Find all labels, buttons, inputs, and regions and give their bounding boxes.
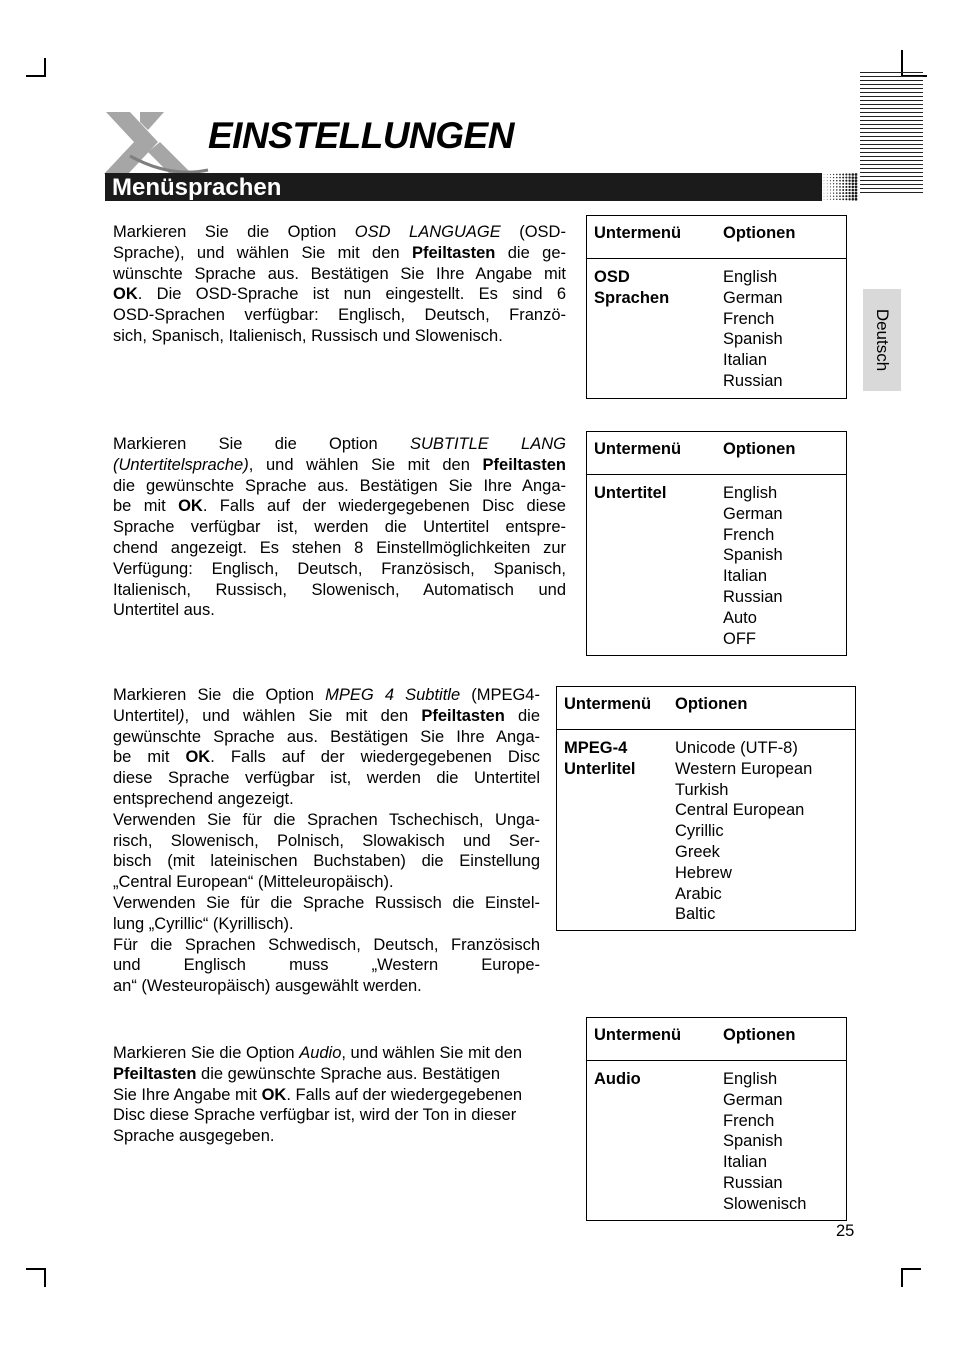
row-label bbox=[594, 267, 669, 309]
text-run: Sprache), und wählen Sie mit den bbox=[113, 243, 412, 262]
halftone-pattern-icon bbox=[822, 173, 858, 201]
subtitle-options-table bbox=[586, 431, 847, 656]
table-header bbox=[587, 1018, 846, 1061]
text-run: , und wählen Sie mit den bbox=[248, 455, 483, 474]
column-header-options: Optionen bbox=[723, 1026, 796, 1044]
option-item: Slowenisch bbox=[723, 1194, 807, 1213]
option-item: German bbox=[723, 288, 783, 307]
text-run: lung „Cyrillic“ (Kyrillisch). bbox=[113, 914, 294, 933]
text-run: wünschte Sprache aus. Bestätigen Sie Ihre Angabe mit bbox=[113, 264, 566, 283]
row-label-line: Unterlitel bbox=[564, 759, 636, 778]
text-run: entsprechend angezeigt. bbox=[113, 789, 294, 808]
text-line bbox=[113, 1105, 568, 1126]
text-run: Markieren Sie die Option bbox=[113, 223, 355, 241]
column-header-options: Optionen bbox=[675, 695, 748, 713]
text-run: Verwenden Sie für die Sprache Russisch die Einstel- bbox=[113, 893, 540, 912]
audio-options-table bbox=[586, 1017, 847, 1221]
text-line bbox=[113, 1043, 568, 1064]
text-run: chend angezeigt. Es stehen 8 Einstellmöglichkeiten zur bbox=[113, 538, 566, 557]
option-item: Hebrew bbox=[675, 863, 732, 882]
crop-mark-bottom-left bbox=[44, 1268, 46, 1287]
side-tab-label: Deutsch bbox=[873, 308, 892, 372]
text-line bbox=[113, 538, 566, 559]
option-list bbox=[723, 483, 783, 649]
section-header bbox=[105, 173, 858, 201]
option-item: Arabic bbox=[675, 884, 722, 903]
page-number: 25 bbox=[836, 1222, 855, 1240]
text-run: (Untertitelsprache) bbox=[113, 455, 249, 474]
text-run: Markieren Sie die Option bbox=[113, 1044, 300, 1062]
text-line bbox=[113, 284, 566, 305]
text-run: be mit bbox=[113, 748, 186, 767]
text-line bbox=[113, 768, 540, 789]
text-run: be mit bbox=[113, 497, 179, 516]
text-line bbox=[113, 893, 540, 914]
mpeg4-options-table bbox=[556, 686, 856, 931]
option-item: French bbox=[723, 525, 775, 544]
text-line bbox=[113, 517, 566, 538]
text-run: und Englisch muss „Western Europe- bbox=[113, 956, 540, 975]
text-run: . Die OSD-Sprache ist nun eingestellt. Es sind 6 bbox=[137, 285, 566, 304]
text-run: die bbox=[504, 706, 541, 725]
text-line bbox=[113, 1085, 568, 1106]
row-label-line: OSD bbox=[594, 268, 630, 286]
column-header-submenu: Untermenü bbox=[564, 695, 652, 713]
text-line bbox=[113, 685, 540, 706]
text-line bbox=[113, 706, 540, 727]
text-run: „Central European“ (Mitteleuropäisch). bbox=[113, 873, 394, 892]
text-line bbox=[113, 243, 566, 264]
audio-language-description bbox=[113, 1043, 568, 1147]
option-item: Cyrillic bbox=[675, 822, 724, 841]
text-run: Italienisch, Russisch, Slowenisch, Automatisch und bbox=[113, 580, 566, 599]
option-item: Central European bbox=[675, 801, 805, 820]
osd-options-table bbox=[586, 215, 847, 399]
column-header-submenu: Untermenü bbox=[594, 1026, 682, 1044]
text-run: Für die Sprachen Schwedisch, Deutsch, Französisch bbox=[113, 935, 540, 954]
option-item: Turkish bbox=[675, 780, 729, 799]
text-line bbox=[113, 831, 540, 852]
text-run: OSD LANGUAGE bbox=[354, 223, 501, 241]
text-line bbox=[113, 264, 566, 285]
text-line bbox=[113, 810, 540, 831]
text-line bbox=[113, 476, 566, 497]
text-run: Verwenden Sie für die Sprachen Tschechisch, Unga- bbox=[113, 810, 540, 829]
option-item: Russian bbox=[723, 371, 783, 390]
text-run: Markieren Sie die Option bbox=[113, 435, 410, 453]
text-line bbox=[113, 851, 540, 872]
option-list bbox=[723, 1069, 806, 1215]
crop-mark-bottom-left bbox=[26, 1268, 46, 1270]
text-run: Untertitel bbox=[113, 706, 180, 725]
option-item: Spanish bbox=[723, 330, 783, 349]
text-run: OK bbox=[178, 497, 203, 516]
text-line bbox=[113, 976, 540, 997]
text-run: bisch (mit lateinischen Buchstaben) die Einstellung bbox=[113, 852, 540, 871]
column-header-submenu: Untermenü bbox=[594, 224, 682, 242]
language-side-tab bbox=[863, 289, 901, 391]
text-line bbox=[113, 914, 540, 935]
option-list bbox=[723, 267, 783, 392]
text-run: Pfeiltasten bbox=[421, 706, 505, 725]
option-item: English bbox=[723, 484, 778, 502]
option-item: Spanish bbox=[723, 546, 783, 565]
option-item: Italian bbox=[723, 351, 768, 370]
text-run: sich, Spanisch, Italienisch, Russisch und Slowenisch. bbox=[113, 326, 503, 345]
text-run: , und wählen Sie mit den bbox=[184, 706, 422, 725]
crop-mark-bottom-right bbox=[901, 1268, 921, 1270]
text-line bbox=[113, 600, 566, 621]
text-line bbox=[113, 305, 566, 326]
row-label bbox=[594, 1069, 641, 1090]
text-run: an“ (Westeuropäisch) ausgewählt werden. bbox=[113, 977, 422, 996]
text-line bbox=[113, 789, 540, 810]
text-run: die ge- bbox=[495, 243, 566, 262]
text-run: diese Sprache verfügbar ist, werden die Untertitel bbox=[113, 769, 540, 788]
stripe-decoration bbox=[860, 72, 923, 196]
column-header-options: Optionen bbox=[723, 224, 796, 242]
text-line bbox=[113, 326, 566, 347]
text-run: . Falls auf der wiedergegebenen Disc diese bbox=[202, 497, 566, 516]
text-run: Pfeiltasten bbox=[411, 243, 496, 262]
table-header bbox=[557, 687, 855, 730]
page-title: EINSTELLUNGEN bbox=[208, 115, 514, 156]
text-run: OK bbox=[113, 285, 138, 304]
text-run: Pfeiltasten bbox=[482, 455, 566, 474]
option-item: English bbox=[723, 268, 778, 286]
option-item: Italian bbox=[723, 567, 768, 586]
option-item: German bbox=[723, 504, 783, 523]
column-header-options: Optionen bbox=[723, 440, 796, 458]
text-run: (OSD- bbox=[500, 223, 566, 241]
row-label-line: Untertitel bbox=[594, 484, 667, 502]
text-line bbox=[113, 872, 540, 893]
option-item: German bbox=[723, 1090, 783, 1109]
text-run: . Falls auf der wiedergegebenen Disc bbox=[210, 748, 540, 767]
text-line bbox=[113, 747, 540, 768]
row-label-line: Sprachen bbox=[594, 288, 670, 307]
text-run: Audio bbox=[299, 1044, 342, 1062]
crop-mark-top-left bbox=[26, 75, 46, 77]
option-item: English bbox=[723, 1070, 778, 1088]
option-item: Western European bbox=[675, 759, 813, 778]
row-label bbox=[564, 738, 636, 780]
text-run: OK bbox=[185, 748, 211, 767]
text-run: Sie Ihre Angabe mit bbox=[113, 1085, 262, 1104]
text-run: die gewünschte Sprache aus. Bestätigen bbox=[196, 1064, 501, 1083]
text-run: risch, Slowenisch, Polnisch, Slowakisch und Ser- bbox=[113, 831, 540, 850]
text-run: die gewünschte Sprache aus. Bestätigen Sie Ihre Anga- bbox=[113, 476, 566, 495]
option-item: Auto bbox=[723, 608, 757, 627]
text-line bbox=[113, 955, 540, 976]
option-item: Russian bbox=[723, 587, 783, 606]
text-run: Untertitel aus. bbox=[113, 601, 215, 620]
text-line bbox=[113, 580, 566, 601]
crop-mark-bottom-right bbox=[901, 1268, 903, 1287]
text-run: SUBTITLE LANG bbox=[409, 435, 566, 453]
text-line bbox=[113, 455, 566, 476]
text-run: MPEG 4 Subtitle bbox=[325, 686, 461, 704]
text-run: , und wählen Sie mit den bbox=[341, 1044, 523, 1062]
section-title: Menüsprachen bbox=[112, 174, 282, 201]
table-header bbox=[587, 216, 846, 259]
text-line bbox=[113, 727, 540, 748]
option-item: Baltic bbox=[675, 905, 716, 924]
text-run: Markieren Sie die Option bbox=[113, 686, 326, 704]
table-header bbox=[587, 432, 846, 475]
text-line bbox=[113, 496, 566, 517]
option-item: Greek bbox=[675, 842, 720, 861]
text-run: ) bbox=[179, 706, 185, 725]
text-line bbox=[113, 935, 540, 956]
text-line bbox=[113, 1064, 568, 1085]
column-header-submenu: Untermenü bbox=[594, 440, 682, 458]
option-item: French bbox=[723, 309, 775, 328]
option-item: French bbox=[723, 1111, 775, 1130]
text-run: Sprache verfügbar ist, werden die Untertitel entspre- bbox=[113, 518, 566, 537]
brand-x-logo-icon bbox=[100, 108, 210, 178]
text-line bbox=[113, 434, 566, 455]
text-run: OK bbox=[261, 1085, 287, 1104]
row-label-line: MPEG-4 bbox=[564, 739, 628, 757]
text-run: gewünschte Sprache aus. Bestätigen Sie Ihre Anga- bbox=[113, 727, 540, 746]
option-item: OFF bbox=[723, 629, 756, 648]
text-run: Sprache ausgegeben. bbox=[113, 1127, 275, 1146]
text-line bbox=[113, 559, 566, 580]
subtitle-language-description bbox=[113, 434, 566, 621]
row-label-line: Audio bbox=[594, 1070, 641, 1088]
option-item: Russian bbox=[723, 1173, 783, 1192]
text-run: Verfügung: Englisch, Deutsch, Französisch, Spanisch, bbox=[113, 559, 566, 578]
text-run: (MPEG4- bbox=[460, 686, 540, 704]
row-label bbox=[594, 483, 666, 504]
option-item: Unicode (UTF-8) bbox=[675, 739, 798, 757]
mpeg4-subtitle-description bbox=[113, 685, 540, 997]
text-run: Pfeiltasten bbox=[113, 1064, 197, 1083]
osd-language-description bbox=[113, 222, 566, 347]
option-item: Italian bbox=[723, 1153, 768, 1172]
text-run: OSD-Sprachen verfügbar: Englisch, Deutsch, Franzö- bbox=[113, 306, 566, 325]
text-run: . Falls auf der wiedergegebenen bbox=[286, 1085, 523, 1104]
text-line bbox=[113, 1126, 568, 1147]
option-list bbox=[675, 738, 812, 925]
text-run: Disc diese Sprache verfügbar ist, wird der Ton in dieser bbox=[113, 1106, 517, 1125]
option-item: Spanish bbox=[723, 1132, 783, 1151]
text-line bbox=[113, 222, 566, 243]
